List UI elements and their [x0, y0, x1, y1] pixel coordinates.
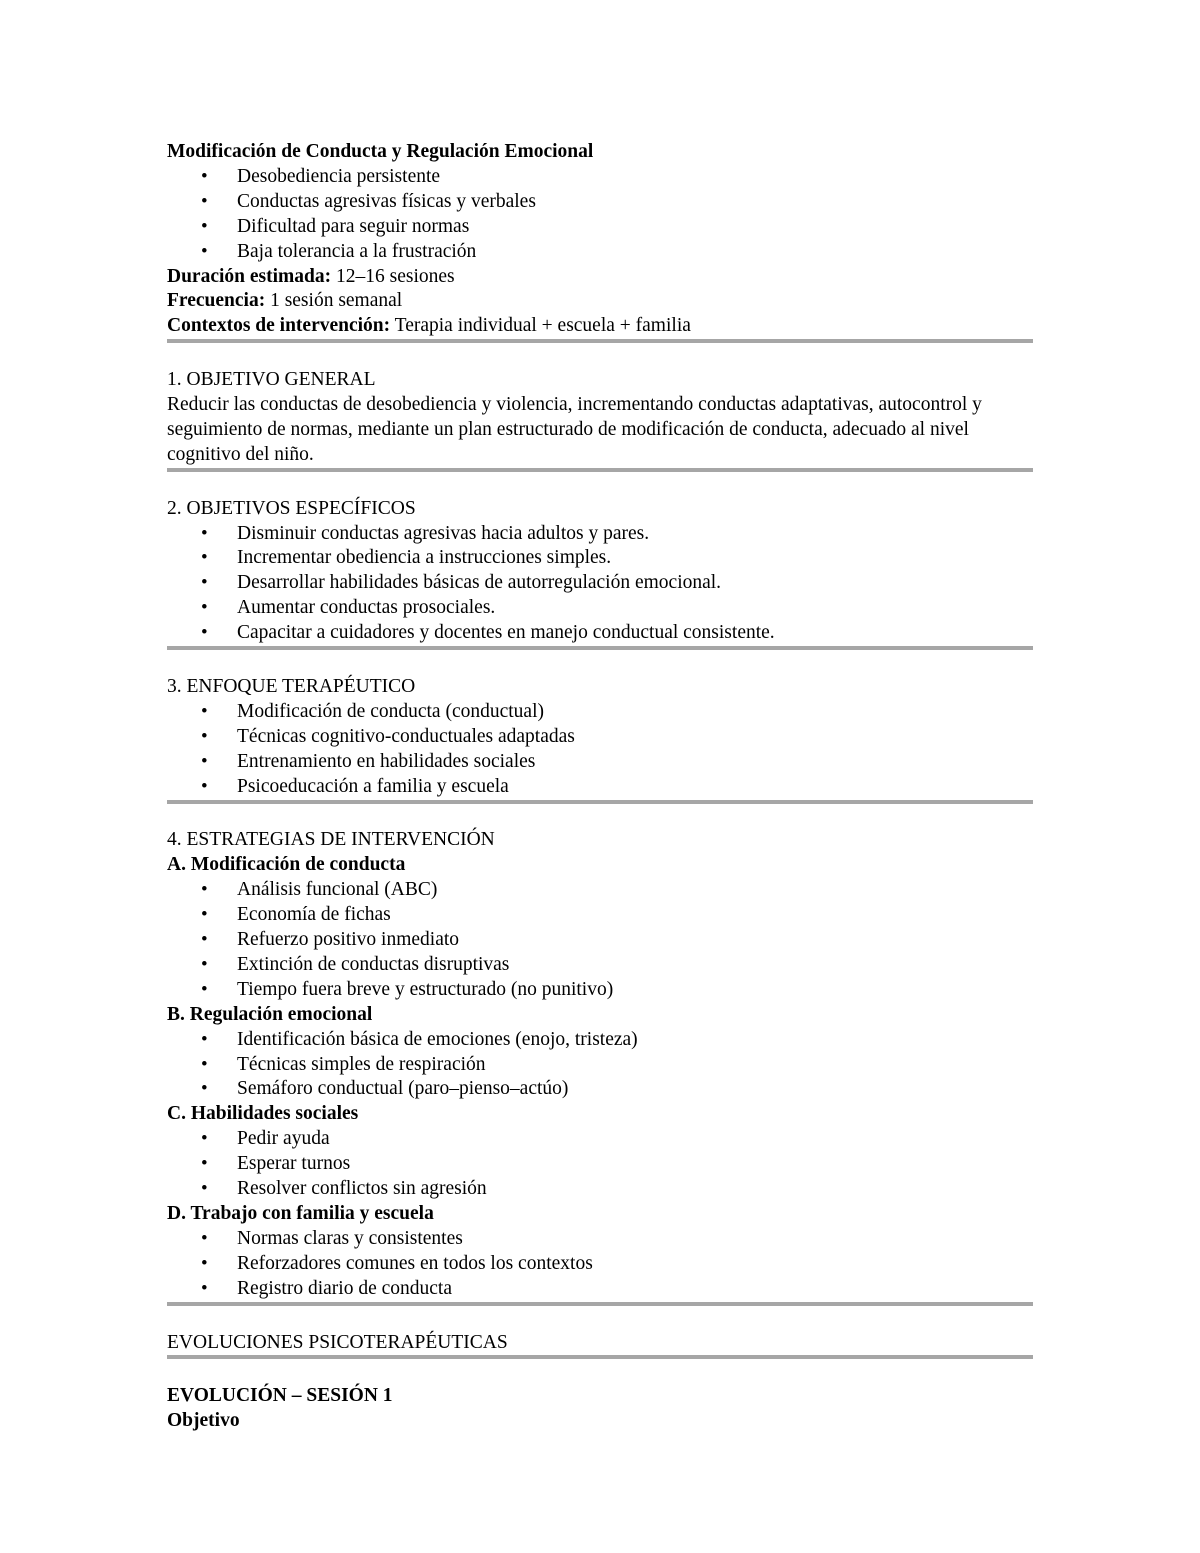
bullet-icon: •: [201, 572, 208, 594]
bullet-icon: •: [201, 1053, 208, 1075]
list-item: • Técnicas cognitivo-conductuales adaptadas: [167, 725, 1033, 750]
list-item: • Dificultad para seguir normas: [167, 215, 1033, 240]
list-item: • Entrenamiento en habilidades sociales: [167, 750, 1033, 775]
strategy-list: [167, 878, 1033, 1003]
bullet-icon: •: [201, 879, 208, 901]
problem-list: [167, 165, 1033, 265]
strategy-list: [167, 1227, 1033, 1302]
bullet-icon: •: [201, 1252, 208, 1274]
list-item: • Desarrollar habilidades básicas de autorregulación emocional.: [167, 571, 1033, 596]
list-item: • Tiempo fuera breve y estructurado (no punitivo): [167, 978, 1033, 1003]
bullet-icon: •: [201, 775, 208, 797]
list-item: • Técnicas simples de respiración: [167, 1053, 1033, 1078]
section-heading: EVOLUCIONES PSICOTERAPÉUTICAS: [167, 1331, 508, 1353]
bullet-icon: •: [201, 1153, 208, 1175]
bullet-icon: •: [201, 597, 208, 619]
bullet-icon: •: [201, 1178, 208, 1200]
list-item: • Esperar turnos: [167, 1152, 1033, 1177]
section-heading: 3. ENFOQUE TERAPÉUTICO: [167, 675, 416, 697]
list-item: • Normas claras y consistentes: [167, 1227, 1033, 1252]
bullet-icon: •: [201, 522, 208, 544]
document-title: Modificación de Conducta y Regulación Emocional: [167, 141, 594, 162]
session-title: EVOLUCIÓN – SESIÓN 1: [167, 1385, 393, 1407]
bullet-icon: •: [201, 953, 208, 975]
objective-label: Objetivo: [167, 1410, 240, 1432]
bullet-icon: •: [201, 622, 208, 644]
bullet-icon: •: [201, 1277, 208, 1299]
subsection-title: C. Habilidades sociales: [167, 1103, 359, 1125]
bullet-icon: •: [201, 700, 208, 722]
subsection-title: D. Trabajo con familia y escuela: [167, 1203, 434, 1224]
list-item: • Incrementar obediencia a instrucciones simples.: [167, 546, 1033, 571]
bullet-icon: •: [201, 978, 208, 1000]
list-item: • Registro diario de conducta: [167, 1277, 1033, 1302]
list-item: • Conductas agresivas físicas y verbales: [167, 190, 1033, 215]
frequency-line: Frecuencia: 1 sesión semanal: [167, 290, 403, 312]
section-heading: 1. OBJETIVO GENERAL: [167, 369, 376, 391]
list-item: • Aumentar conductas prosociales.: [167, 596, 1033, 621]
bullet-icon: •: [201, 215, 208, 237]
list-item: • Refuerzo positivo inmediato: [167, 928, 1033, 953]
list-item: • Psicoeducación a familia y escuela: [167, 775, 1033, 800]
bullet-icon: •: [201, 725, 208, 747]
section-heading: 4. ESTRATEGIAS DE INTERVENCIÓN: [167, 829, 495, 851]
list-item: • Resolver conflictos sin agresión: [167, 1177, 1033, 1202]
subsection-title: B. Regulación emocional: [167, 1003, 373, 1025]
bullet-icon: •: [201, 750, 208, 772]
list-item: • Disminuir conductas agresivas hacia adultos y pares.: [167, 522, 1033, 547]
contexts-line: Contextos de intervención: Terapia individual + escuela + familia: [167, 315, 691, 337]
list-item: • Reforzadores comunes en todos los contextos: [167, 1252, 1033, 1277]
strategy-list: [167, 1127, 1033, 1202]
bullet-icon: •: [201, 929, 208, 951]
list-item: • Análisis funcional (ABC): [167, 878, 1033, 903]
general-objective-text: Reducir las conductas de desobediencia y violencia, incrementando conductas adaptativas, autocontrol y seguimiento de normas, mediante un plan estructurado de modificación de conducta, adecuado al nivel cognitivo del niño.: [167, 394, 982, 465]
list-item: • Semáforo conductual (paro–pienso–actúo): [167, 1077, 1033, 1102]
list-item: • Modificación de conducta (conductual): [167, 700, 1033, 725]
section-heading: 2. OBJETIVOS ESPECÍFICOS: [167, 497, 416, 519]
list-item: • Baja tolerancia a la frustración: [167, 240, 1033, 265]
bullet-icon: •: [201, 190, 208, 212]
subsection-title: A. Modificación de conducta: [167, 854, 406, 876]
approach-list: [167, 700, 1033, 800]
bullet-icon: •: [201, 240, 208, 262]
list-item: • Desobediencia persistente: [167, 165, 1033, 190]
duration-line: Duración estimada: 12–16 sesiones: [167, 265, 455, 287]
bullet-icon: •: [201, 1028, 208, 1050]
list-item: • Economía de fichas: [167, 903, 1033, 928]
list-item: • Pedir ayuda: [167, 1127, 1033, 1152]
strategy-list: [167, 1028, 1033, 1103]
bullet-icon: •: [201, 1128, 208, 1150]
bullet-icon: •: [201, 547, 208, 569]
list-item: • Identificación básica de emociones (enojo, tristeza): [167, 1028, 1033, 1053]
list-item: • Capacitar a cuidadores y docentes en manejo conductual consistente.: [167, 621, 1033, 646]
bullet-icon: •: [201, 904, 208, 926]
bullet-icon: •: [201, 1227, 208, 1249]
document-page: [167, 140, 1033, 1434]
bullet-icon: •: [201, 1078, 208, 1100]
bullet-icon: •: [201, 165, 208, 187]
specific-objectives-list: [167, 522, 1033, 647]
list-item: • Extinción de conductas disruptivas: [167, 953, 1033, 978]
